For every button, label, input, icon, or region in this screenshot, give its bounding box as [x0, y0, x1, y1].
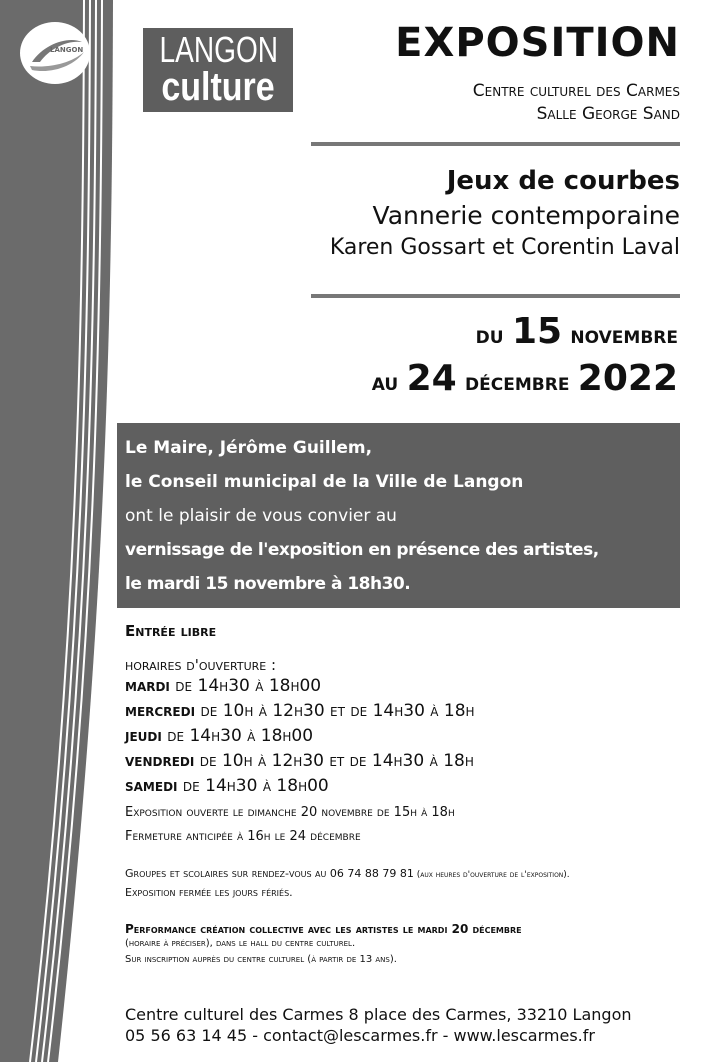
invitation-line5: le mardi 15 novembre à 18h30.: [125, 574, 411, 594]
hours-row: mercredi de 10h à 12h30 et de 14h30 à 18h: [125, 701, 475, 721]
date-from-day: 15: [511, 311, 563, 352]
invitation-line1: Le Maire, Jérôme Guillem,: [125, 438, 373, 458]
practical-info: [125, 622, 685, 968]
footer: [125, 1004, 632, 1046]
venue-line2: Salle George Sand: [536, 104, 680, 124]
divider-top: [311, 142, 680, 146]
page-title: EXPOSITION: [395, 20, 680, 66]
sunday-note: Exposition ouverte le dimanche 20 novembre de 15h à 18h: [125, 805, 455, 820]
hours-row: samedi de 14h30 à 18h00: [125, 776, 329, 796]
show-title: Jeux de courbes: [446, 166, 680, 196]
venue: [473, 80, 680, 126]
entry-free: Entrée libre: [125, 622, 217, 640]
performance-title: Performance création collective avec les artistes le mardi 20 décembre: [125, 922, 522, 936]
divider-middle: [311, 294, 680, 298]
hours-row: mardi de 14h30 à 18h00: [125, 676, 322, 696]
groups-note: Groupes et scolaires sur rendez-vous au 06 74 88 79 81 (aux heures d'ouverture de l'exposition).: [125, 867, 570, 880]
venue-line1: Centre culturel des Carmes: [472, 81, 680, 101]
closing-note: Fermeture anticipée à 16h le 24 décembre: [125, 829, 361, 844]
date-from: [372, 310, 678, 357]
invitation-box: [117, 423, 680, 608]
brand-line1: LANGON: [159, 29, 279, 70]
show-subtitle: Vannerie contemporaine: [372, 201, 680, 230]
invitation-line2: le Conseil municipal de la Ville de Langon: [125, 472, 524, 492]
date-to-day: 24: [406, 358, 457, 399]
date-from-prefix: du: [475, 321, 504, 349]
footer-address: Centre culturel des Carmes 8 place des Carmes, 33210 Langon: [125, 1005, 632, 1024]
langon-culture-logo: [143, 28, 293, 112]
brand-line2: culture: [161, 65, 275, 109]
holidays-note: Exposition fermée les jours fériés.: [125, 886, 293, 899]
performance-line2: (horaire à préciser), dans le hall du centre culturel.: [125, 938, 356, 949]
exhibition-dates: [372, 310, 678, 404]
invitation-line3: ont le plaisir de vous convier au: [125, 506, 397, 526]
date-from-month: novembre: [570, 321, 678, 349]
hours-row: vendredi de 10h à 12h30 et de 14h30 à 18h: [125, 751, 474, 771]
show-artists: Karen Gossart et Corentin Laval: [329, 235, 680, 260]
hours-title: horaires d'ouverture :: [125, 656, 277, 674]
date-to-prefix: au: [371, 368, 399, 396]
city-logo-text: LANGON: [50, 46, 84, 54]
performance-line3: Sur inscription auprès du centre culturel (à partir de 13 ans).: [125, 954, 397, 965]
date-to: [372, 357, 678, 404]
date-to-month: décembre: [465, 368, 570, 396]
hours-row: jeudi de 14h30 à 18h00: [125, 726, 314, 746]
invitation-line4: vernissage de l'exposition en présence des artistes,: [125, 540, 599, 560]
footer-contact: 05 56 63 14 45 - contact@lescarmes.fr - www.lescarmes.fr: [125, 1026, 595, 1045]
date-to-year: 2022: [577, 358, 678, 399]
